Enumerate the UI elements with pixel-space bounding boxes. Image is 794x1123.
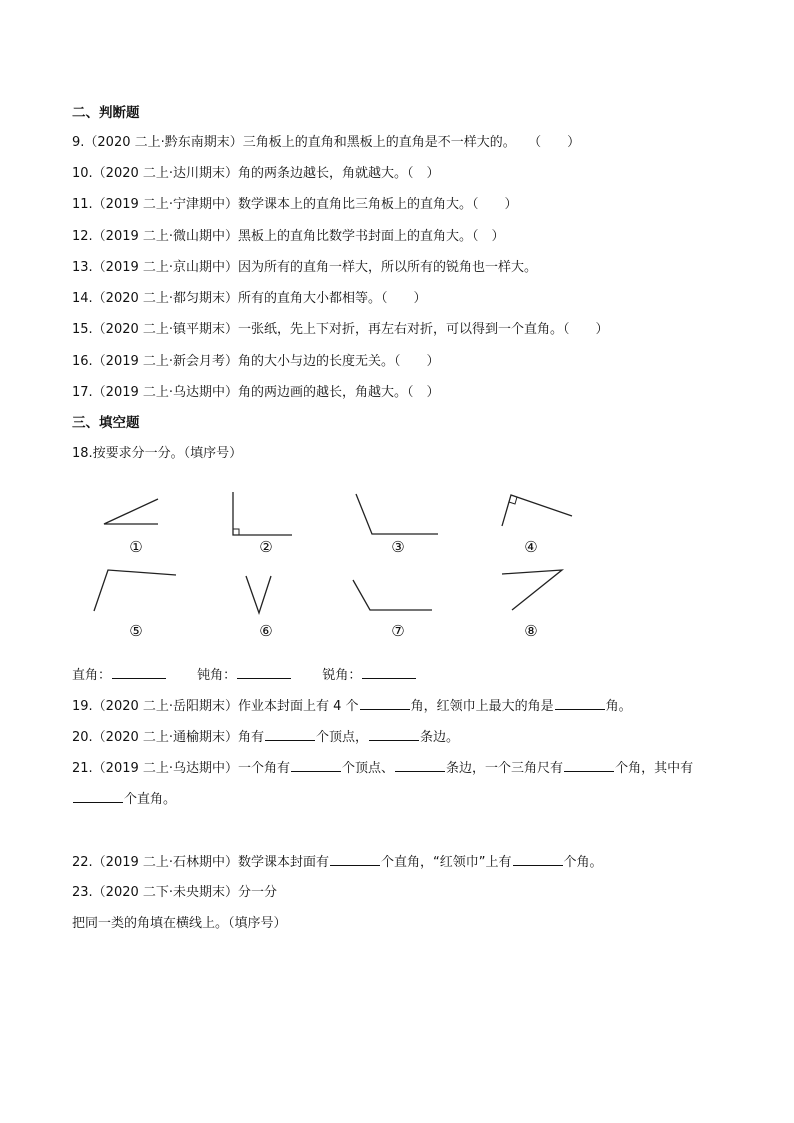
- q19-text-c: 角。: [605, 699, 632, 714]
- question-21-cont: [72, 790, 176, 809]
- q20-blank-2[interactable]: [369, 728, 419, 741]
- question-9: [72, 134, 580, 152]
- right-angle-blank[interactable]: [112, 666, 166, 679]
- answer-paren[interactable]: （ ）: [394, 354, 440, 369]
- obtuse-angle-answer: [197, 668, 292, 683]
- figure-label-7: ⑦: [391, 622, 405, 640]
- q20-text-a: 20.（2020 二上·通榆期末）角有: [72, 730, 265, 745]
- obtuse-angle-blank[interactable]: [237, 666, 291, 679]
- question-text: 12.（2019 二上·微山期中）黑板上的直角比数学书封面上的直角大。: [72, 229, 473, 244]
- answer-paren[interactable]: （ ）: [381, 291, 427, 306]
- question-21: [72, 759, 693, 778]
- question-22: [72, 853, 603, 872]
- section-heading-fill: 三、填空题: [72, 415, 140, 431]
- answer-paren[interactable]: （ ）: [407, 385, 440, 400]
- q21-text-e: 个直角。: [124, 792, 177, 807]
- question-text: 15.（2020 二上·镇平期末）一张纸，先上下对折，再左右对折，可以得到一个直角。: [72, 322, 564, 337]
- q21-text-b: 个顶点、: [342, 761, 395, 776]
- figure-label-5: ⑤: [129, 622, 143, 640]
- q21-blank-1[interactable]: [291, 759, 341, 772]
- q19-text-b: 角，红领巾上最大的角是: [410, 699, 554, 714]
- figure-label-6: ⑥: [259, 622, 273, 640]
- question-23-instruction: 把同一类的角填在横线上。（填序号）: [72, 916, 287, 931]
- question-12: [72, 228, 505, 246]
- angle-figure-6: [243, 573, 277, 617]
- q22-blank-2[interactable]: [513, 853, 563, 866]
- q21-text-a: 21.（2019 二上·乌达期中）一个角有: [72, 761, 291, 776]
- q22-text-c: 个角。: [563, 855, 603, 870]
- answer-paren[interactable]: （ ）: [563, 322, 609, 337]
- q22-blank-1[interactable]: [330, 853, 380, 866]
- angle-figure-7: [350, 576, 436, 616]
- angle-figure-8: [498, 566, 568, 614]
- angle-figure-5: [90, 565, 180, 615]
- q20-text-c: 条边。: [420, 730, 460, 745]
- answer-paren[interactable]: （ ）: [528, 135, 581, 150]
- question-16: [72, 353, 440, 371]
- question-23: 23.（2020 二下·未央期末）分一分: [72, 885, 278, 900]
- question-15: [72, 321, 609, 339]
- section-heading-judgement: 二、判断题: [72, 105, 140, 121]
- question-18-prompt: 18.按要求分一分。（填序号）: [72, 446, 243, 461]
- question-13: [72, 259, 537, 277]
- question-text: 9.（2020 二上·黔东南期末）三角板上的直角和黑板上的直角是不一样大的。: [72, 135, 516, 150]
- q21-blank-4[interactable]: [73, 790, 123, 803]
- question-14: [72, 290, 427, 308]
- question-text: 16.（2019 二上·新会月考）角的大小与边的长度无关。: [72, 354, 395, 369]
- angle-figure-3: [352, 492, 442, 537]
- right-angle-answer: [72, 668, 167, 683]
- question-text: 13.（2019 二上·京山期中）因为所有的直角一样大，所以所有的锐角也一样大。: [72, 260, 538, 275]
- q21-text-d: 个角，其中有: [615, 761, 694, 776]
- question-17: [72, 384, 440, 402]
- q22-text-a: 22.（2019 二上·石林期中）数学课本封面有: [72, 855, 330, 870]
- figure-label-1: ①: [129, 538, 143, 556]
- angle-figure-1: [100, 495, 164, 530]
- q20-text-b: 个顶点，: [316, 730, 369, 745]
- q19-blank-2[interactable]: [555, 697, 605, 710]
- q21-text-c: 条边，一个三角尺有: [446, 761, 564, 776]
- figure-label-2: ②: [259, 538, 273, 556]
- question-text: 10.（2020 二上·达川期末）角的两条边越长，角就越大。: [72, 166, 408, 181]
- figure-label-8: ⑧: [524, 622, 538, 640]
- q18-answer-row: [72, 664, 443, 683]
- acute-angle-answer: [322, 668, 417, 683]
- question-text: 14.（2020 二上·都匀期末）所有的直角大小都相等。: [72, 291, 382, 306]
- q21-blank-3[interactable]: [564, 759, 614, 772]
- question-text: 11.（2019 二上·宁津期中）数学课本上的直角比三角板上的直角大。: [72, 197, 473, 212]
- right-angle-label: 直角：: [72, 668, 112, 683]
- acute-angle-blank[interactable]: [362, 666, 416, 679]
- angle-figure-4: [498, 490, 578, 532]
- q20-blank-1[interactable]: [265, 728, 315, 741]
- q19-text-a: 19.（2020 二上·岳阳期末）作业本封面上有 4 个: [72, 699, 359, 714]
- q22-text-b: 个直角，“红领巾”上有: [381, 855, 512, 870]
- figure-label-3: ③: [391, 538, 405, 556]
- angle-figure-2: [228, 490, 296, 540]
- q19-blank-1[interactable]: [360, 697, 410, 710]
- acute-angle-label: 锐角：: [322, 668, 362, 683]
- obtuse-angle-label: 钝角：: [197, 668, 237, 683]
- question-19: [72, 697, 632, 716]
- question-20: [72, 728, 459, 747]
- answer-paren[interactable]: （ ）: [472, 229, 505, 244]
- figure-label-4: ④: [524, 538, 538, 556]
- question-text: 17.（2019 二上·乌达期中）角的两边画的越长，角越大。: [72, 385, 408, 400]
- answer-paren[interactable]: （ ）: [407, 166, 440, 181]
- question-11: [72, 196, 518, 214]
- question-10: [72, 165, 440, 183]
- answer-paren[interactable]: （ ）: [472, 197, 518, 212]
- q21-blank-2[interactable]: [395, 759, 445, 772]
